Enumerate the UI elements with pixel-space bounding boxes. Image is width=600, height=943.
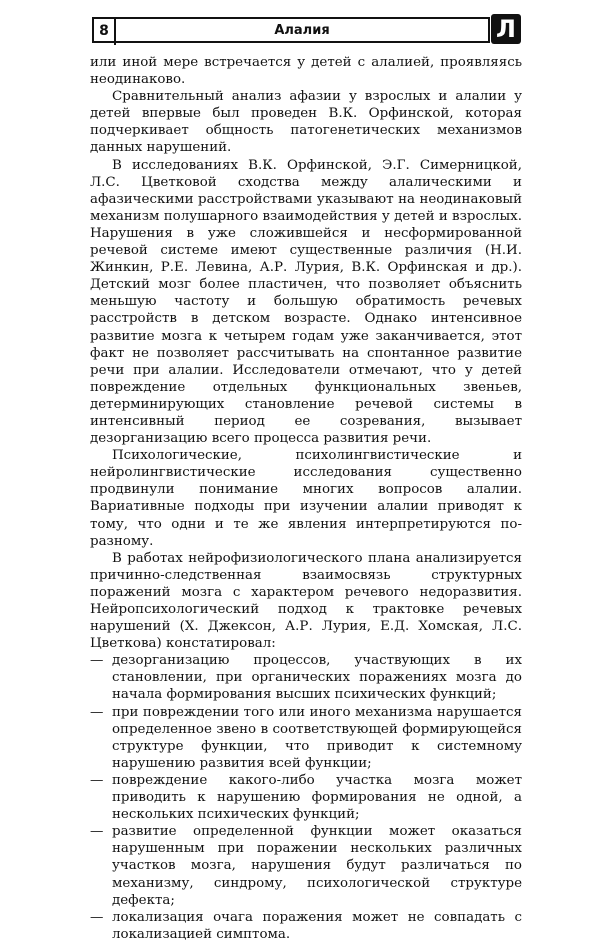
paragraph: В работах нейрофизиологического плана анализируется причинно-следственная взаимосвязь структурных поражений мозга с характером речевого недоразвития. Нейропсихологический подход к трактовке речевых нарушений (Х. Джексон, А.Р. Лурия, Е.Д. Хомская, Л.С. Цветкова) констатировал: — [90, 550, 522, 652]
list-item — [90, 823, 522, 908]
list-dash: — — [90, 704, 104, 720]
header-frame — [92, 17, 490, 43]
running-header — [92, 17, 521, 43]
paragraph: Психологические, психолингвистические и нейролингвистические исследования существенно продвинули понимание многих вопросов алалии. Вариативные подходы при изучении алалии приводят к тому, что одни и те же явления интерпретируются по-разному. — [90, 448, 522, 549]
list-item-text: локализация очага поражения может не совпадать с локализацией симптома. — [112, 909, 522, 942]
paragraph: В исследованиях В.К. Орфинской, Э.Г. Симерницкой, Л.С. Цветковой сходства между алалическими и афазическими расстройствами указывают на неодинаковый механизм полушарного взаимодействия у детей и взрослых. Нарушения в уже сложившейся и несформированной речевой системе имеют существенные различия (Н.И. Жинкин, Р.Е. Левина, А.Р. Лурия, В.К. Орфинская и др.). Детский мозг более пластичен, что позволяет объяснить меньшую частоту и большую обратимость речевых расстройств в детском возрасте. Однако интенсивное развитие мозга к четырем годам уже заканчивается, этот факт не позволяет рассчитывать на спонтанное развитие речи при алалии. Исследователи отмечают, что у детей повреждение отдельных функциональных звеньев, детерминирующих становление речевой системы в интенсивный период ее созревания, вызывает дезорганизацию всего процесса развития речи. — [90, 157, 522, 447]
chapter-letter-tab: Л — [491, 14, 521, 44]
page-body — [90, 54, 522, 943]
list-dash: — — [90, 653, 104, 669]
list-item-text: развитие определенной функции может оказаться нарушенным при поражении нескольких различных участков мозга, нарушения будут различаться по механизму, синдрому, психологической структуре дефекта; — [112, 824, 522, 908]
running-title: Алалия — [274, 23, 330, 38]
list-dash: — — [90, 824, 104, 840]
list-item — [90, 772, 522, 823]
list-dash: — — [90, 772, 104, 788]
list-item-text: повреждение какого-либо участка мозга может приводить к нарушению формирования не одной, а нескольких психических функций; — [112, 772, 522, 823]
page-number: 8 — [94, 19, 116, 45]
list-item — [90, 909, 522, 943]
list-item — [90, 652, 522, 703]
list-item — [90, 704, 522, 772]
findings-list — [90, 652, 522, 943]
list-dash: — — [90, 909, 104, 925]
list-item-text: при повреждении того или иного механизма нарушается определенное звено в соответствующей формирующейся структуре функции, что приводит к системному нарушению развития всей функции; — [112, 704, 522, 771]
paragraph: Сравнительный анализ афазии у взрослых и алалии у детей впервые был проведен В.К. Орфинской, которая подчеркивает общность патогенетических механизмов данных нарушений. — [90, 89, 522, 156]
paragraph: или иной мере встречается у детей с алалией, проявляясь неодинаково. — [90, 55, 522, 88]
list-item-text: дезорганизацию процессов, участвующих в их становлении, при органических поражениях мозга до начала формирования высших психических функций; — [112, 653, 522, 703]
